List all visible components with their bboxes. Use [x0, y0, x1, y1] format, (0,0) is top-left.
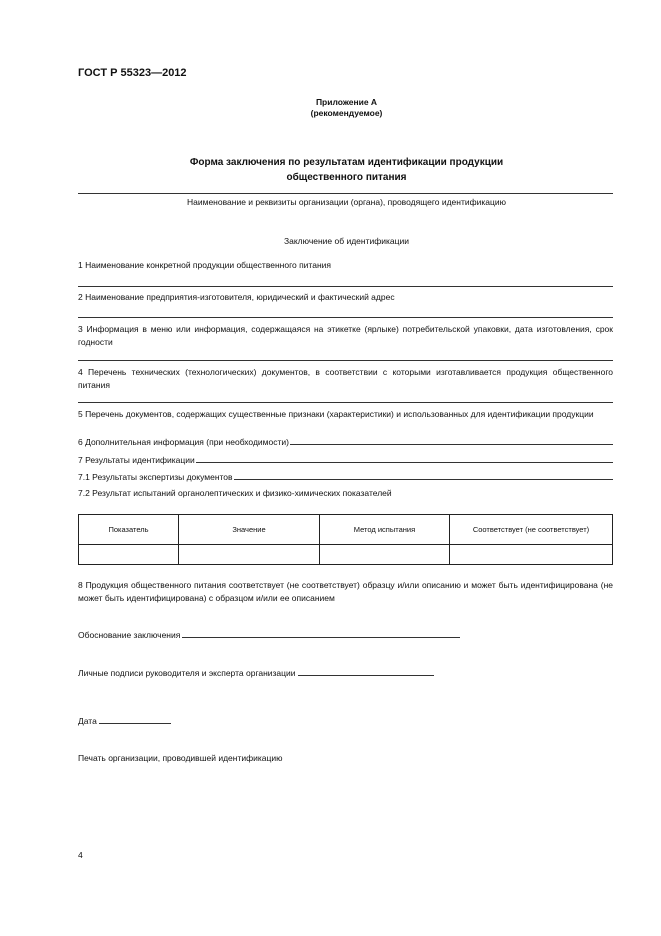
table-cell [450, 545, 613, 565]
form-title-line1: Форма заключения по результатам идентификации продукции [189, 157, 504, 168]
table-header-row [79, 515, 613, 545]
table-cell [320, 545, 450, 565]
organization-line [78, 193, 613, 194]
item-6-line [290, 444, 613, 445]
item-6: 6 Дополнительная информация (при необходимости) [78, 437, 289, 447]
table-header-value: Значение [179, 515, 320, 545]
table-cell [179, 545, 320, 565]
basis-label: Обоснование заключения [78, 630, 181, 640]
item-1-line [78, 286, 613, 287]
table-header-compliance: Соответствует (не соответствует) [450, 515, 613, 545]
item-2-line [78, 317, 613, 318]
personal-signatures-label: Личные подписи руководителя и эксперта организации [78, 668, 296, 678]
item-7-1-row [78, 472, 613, 482]
annex-label: Приложение А [315, 97, 378, 107]
item-4-line [78, 402, 613, 403]
item-7: 7 Результаты идентификации [78, 455, 195, 465]
item-7-line [196, 462, 613, 463]
item-7-row [78, 455, 613, 465]
item-1: 1 Наименование конкретной продукции общественного питания [78, 260, 331, 270]
form-title-line2: общественного питания [286, 172, 407, 183]
table-cell [79, 545, 179, 565]
item-6-row [78, 437, 613, 447]
item-7-1-line [234, 479, 613, 480]
form-title [0, 155, 661, 185]
table-header-indicator: Показатель [79, 515, 179, 545]
seal-label: Печать организации, проводившей идентификацию [78, 753, 283, 763]
page-number: 4 [78, 850, 83, 860]
table-header-method: Метод испытания [320, 515, 450, 545]
basis-row [78, 630, 460, 640]
date-label: Дата [78, 716, 97, 726]
item-3: 3 Информация в меню или информация, содержащаяся на этикетке (ярлыке) потребительской упаковки, дата изготовления, срок годности [78, 324, 613, 347]
results-table [78, 514, 613, 565]
conclusion-heading: Заключение об идентификации [284, 236, 409, 246]
date-row [78, 716, 171, 726]
item-8: 8 Продукция общественного питания соответствует (не соответствует) образцу и/или описанию и может быть идентифицирована (не может быть идентифицирована) с образцом и/или ее описанием [78, 580, 613, 603]
personal-signatures-line [298, 675, 434, 676]
annex-status: (рекомендуемое) [310, 108, 383, 118]
table-row [79, 545, 613, 565]
basis-line [182, 637, 460, 638]
item-2: 2 Наименование предприятия-изготовителя, юридический и фактический адрес [78, 292, 395, 302]
item-3-line [78, 360, 613, 361]
item-5: 5 Перечень документов, содержащих существенные признаки (характеристики) и использованных для идентификации продукции [78, 409, 594, 419]
annex-block [0, 97, 661, 119]
date-line [99, 723, 171, 724]
personal-signatures-row [78, 668, 434, 678]
standard-header: ГОСТ Р 55323—2012 [78, 67, 187, 79]
item-4: 4 Перечень технических (технологических) документов, в соответствии с которыми изготавливается продукция общественного питания [78, 367, 613, 390]
item-7-2: 7.2 Результат испытаний органолептических и физико-химических показателей [78, 488, 392, 498]
organization-caption: Наименование и реквизиты организации (органа), проводящего идентификацию [187, 197, 506, 207]
item-7-1: 7.1 Результаты экспертизы документов [78, 472, 233, 482]
